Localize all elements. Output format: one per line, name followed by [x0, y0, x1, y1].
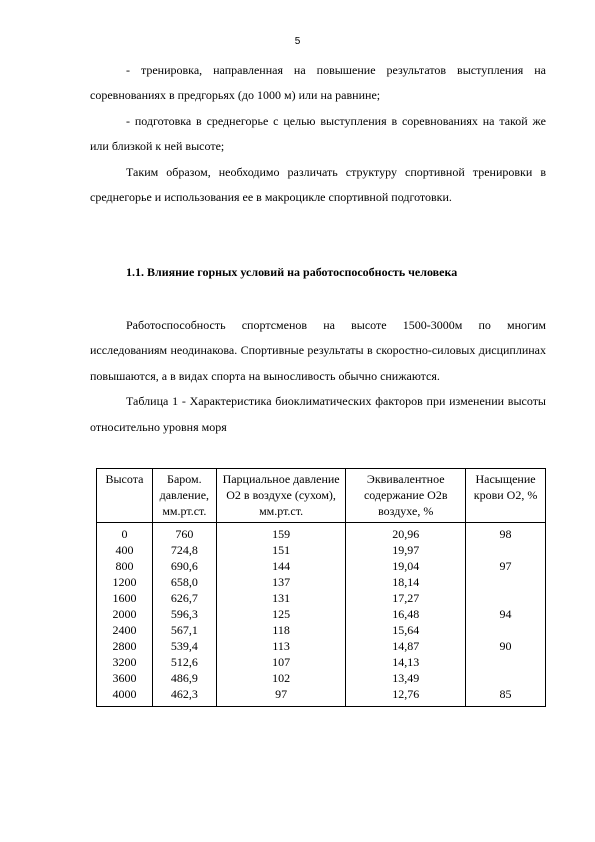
- cell-partial: 131: [216, 590, 346, 606]
- cell-saturation: 97: [466, 558, 546, 574]
- cell-saturation: [466, 542, 546, 558]
- cell-saturation: [466, 574, 546, 590]
- cell-partial: 159: [216, 523, 346, 543]
- cell-altitude: 3200: [97, 654, 153, 670]
- table-row: [97, 622, 546, 638]
- cell-partial: 144: [216, 558, 346, 574]
- table-row: [97, 606, 546, 622]
- cell-pressure: 690,6: [152, 558, 216, 574]
- paragraph-performance: Работоспособность спортсменов на высоте 1500-3000м по многим исследованиям неодинакова. Спортивные результаты в скоростно-силовых дисциплинах повышаются, а в видах спорта на выносливость обычно снижаются.: [90, 318, 546, 383]
- cell-pressure: 760: [152, 523, 216, 543]
- cell-altitude: 0: [97, 523, 153, 543]
- cell-altitude: 800: [97, 558, 153, 574]
- cell-oxygen: 18,14: [346, 574, 466, 590]
- header-altitude: Высота: [97, 469, 153, 523]
- cell-partial: 125: [216, 606, 346, 622]
- header-blood-saturation: Насыщение крови О2, %: [466, 469, 546, 523]
- body-text-bottom: [90, 313, 546, 440]
- cell-oxygen: 20,96: [346, 523, 466, 543]
- cell-partial: 113: [216, 638, 346, 654]
- cell-oxygen: 17,27: [346, 590, 466, 606]
- table-header-row: [97, 469, 546, 523]
- table-row: [97, 558, 546, 574]
- paragraph-bullet-preparation: - подготовка в среднегорье с целью выступления в соревнованиях на такой же или близкой к ней высоте;: [90, 113, 546, 154]
- cell-partial: 118: [216, 622, 346, 638]
- cell-altitude: 1600: [97, 590, 153, 606]
- page-number: 5: [294, 36, 301, 47]
- cell-oxygen: 19,04: [346, 558, 466, 574]
- cell-pressure: 462,3: [152, 686, 216, 707]
- table-row: [97, 574, 546, 590]
- cell-oxygen: 12,76: [346, 686, 466, 707]
- cell-oxygen: 19,97: [346, 542, 466, 558]
- cell-oxygen: 14,13: [346, 654, 466, 670]
- cell-altitude: 4000: [97, 686, 153, 707]
- cell-altitude: 2000: [97, 606, 153, 622]
- cell-oxygen: 14,87: [346, 638, 466, 654]
- cell-partial: 151: [216, 542, 346, 558]
- paragraph-bullet-training: - тренировка, направленная на повышение результатов выступления на соревнованиях в предгорьях (до 1000 м) или на равнине;: [90, 63, 546, 103]
- cell-pressure: 658,0: [152, 574, 216, 590]
- cell-saturation: [466, 590, 546, 606]
- header-oxygen-content: Эквивалентное содержание О2в воздухе, %: [346, 469, 466, 523]
- cell-pressure: 626,7: [152, 590, 216, 606]
- table-row: [97, 523, 546, 543]
- table-row: [97, 590, 546, 606]
- table-container: [96, 468, 546, 707]
- table-row: [97, 670, 546, 686]
- cell-saturation: 94: [466, 606, 546, 622]
- bioclimatic-factors-table: [96, 468, 546, 707]
- cell-saturation: [466, 622, 546, 638]
- cell-saturation: 85: [466, 686, 546, 707]
- cell-partial: 97: [216, 686, 346, 707]
- cell-oxygen: 16,48: [346, 606, 466, 622]
- cell-saturation: 90: [466, 638, 546, 654]
- cell-oxygen: 13,49: [346, 670, 466, 686]
- cell-pressure: 596,3: [152, 606, 216, 622]
- cell-altitude: 3600: [97, 670, 153, 686]
- cell-saturation: 98: [466, 523, 546, 543]
- cell-saturation: [466, 654, 546, 670]
- table-row: [97, 686, 546, 707]
- cell-pressure: 539,4: [152, 638, 216, 654]
- paragraph-conclusion: Таким образом, необходимо различать структуру спортивной тренировки в среднегорье и использования ее в макроцикле спортивной подготовки.: [90, 164, 546, 205]
- cell-pressure: 512,6: [152, 654, 216, 670]
- cell-pressure: 724,8: [152, 542, 216, 558]
- cell-altitude: 2800: [97, 638, 153, 654]
- cell-oxygen: 15,64: [346, 622, 466, 638]
- header-barometric-pressure: Баром. давление, мм.рт.ст.: [152, 469, 216, 523]
- table-caption: Таблица 1 - Характеристика биоклиматических факторов при изменении высоты относительно уровня моря: [90, 394, 546, 434]
- cell-partial: 107: [216, 654, 346, 670]
- cell-partial: 102: [216, 670, 346, 686]
- cell-partial: 137: [216, 574, 346, 590]
- table-row: [97, 542, 546, 558]
- section-heading: 1.1. Влияние горных условий на работоспособность человека: [126, 265, 458, 279]
- cell-saturation: [466, 670, 546, 686]
- cell-pressure: 486,9: [152, 670, 216, 686]
- cell-pressure: 567,1: [152, 622, 216, 638]
- cell-altitude: 1200: [97, 574, 153, 590]
- header-partial-pressure: Парциальное давление О2 в воздухе (сухом), мм.рт.ст.: [216, 469, 346, 523]
- table-row: [97, 638, 546, 654]
- body-text-top: [90, 58, 546, 210]
- cell-altitude: 2400: [97, 622, 153, 638]
- cell-altitude: 400: [97, 542, 153, 558]
- table-row: [97, 654, 546, 670]
